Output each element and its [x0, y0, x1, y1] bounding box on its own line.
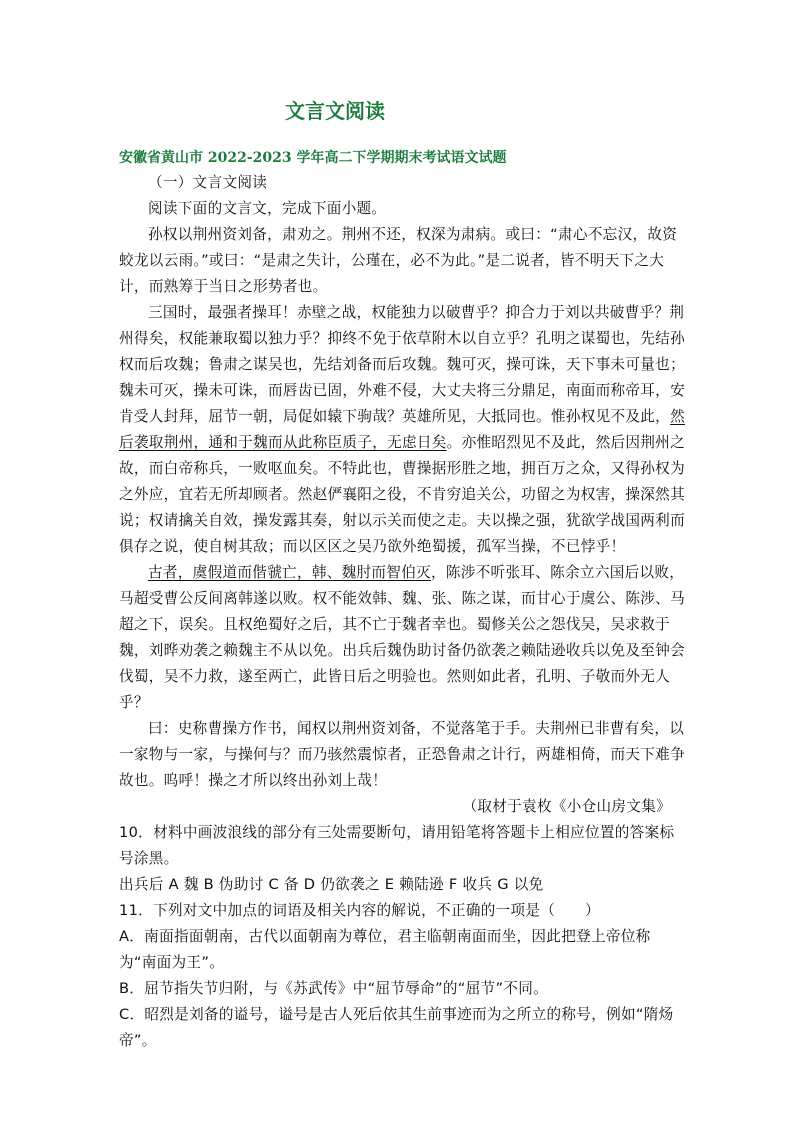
question-10-options: 出兵后 A 魏 B 伪助讨 C 备 D 仍欲袭之 E 赖陆逊 F 收兵 G 以免: [119, 876, 544, 893]
instruction: 阅读下面的文言文，完成下面小题。: [148, 200, 387, 217]
passage-paragraph-1: 孙权以荆州资刘备，肃劝之。荆州不还，权深为肃病。或曰：“肃心不忘汉，故资蛟龙以云雨。”或曰：“是肃之失计，公瑾在，必不为此。”是二说者，皆不明天下之大计，而熟筹于当日之形势者也。: [119, 226, 678, 295]
question-10-stem: 10．材料中画波浪线的部分有三处需要断句，请用铅笔将答题卡上相应位置的答案标号涂黑。: [119, 824, 675, 867]
question-11-option-c: C．昭烈是刘备的谥号，谥号是古人死后依其生前事迹而为之所立的称号，例如“隋炀帝”。: [119, 1006, 674, 1049]
wavy-line-sentence: 出兵后魏伪助讨备仍欲袭之赖陆逊收兵以免及至钟会伐蜀: [119, 642, 685, 685]
passage-source: （取材于袁枚《小仓山房文集》: [462, 798, 671, 815]
passage-paragraph-2: [119, 300, 685, 560]
passage-text: ，陈涉不听张耳、陈余立六国后以败，马超受曹公反间离韩遂以败。权不能效韩、魏、张、陈之谋，而甘心于虞公、陈涉、马超之下，误矣。且权绝蜀好之后，其不亡于魏者幸也。蜀修关公之怨伐吴，吴求救于魏，刘晔劝袭之赖魏主不从以免。: [119, 564, 685, 659]
underlined-sentence: 然后袭取荆州，通和于魏而从此称臣质子，无虑日矣: [119, 408, 685, 451]
exam-subtitle: 安徽省黄山市 2022-2023 学年高二下学期期末考试语文试题: [119, 150, 507, 166]
passage-paragraph-3: [119, 560, 685, 716]
question-11-option-b: B．屈节指失节归附，与《苏武传》中“屈节辱命”的“屈节”不同。: [119, 980, 548, 997]
section-heading: （一）文言文阅读: [148, 174, 268, 191]
passage-text: ，吴不力救，遂至两亡，此皆日后之明验也。然则如此者，孔明、子敬而外无人乎？: [119, 668, 671, 711]
question-11-option-a: A．南面指面朝南，古代以面朝南为尊位，君主临朝南面而坐，因此把登上帝位称为“南面为王”。: [119, 928, 651, 971]
document-title: 文言文阅读: [285, 99, 385, 123]
document-body: [119, 170, 685, 1054]
passage-paragraph-4: 曰：史称曹操方作书，闻权以荆州资刘备，不觉落笔于手。夫荆州已非曹有矣，以一家物与一家，与操何与？而乃骇然震惊者，正恐鲁肃之计行，两雄相倚，而天下难争故也。呜呼！操之才所以终出孙刘上哉！: [119, 720, 685, 789]
passage-text: 。亦惟昭烈见不及此，然后因荆州之故，而白帝称兵，一败呕血矣。不特此也，曹操据形胜之地，拥百万之众，又得孙权为之外应，宜若无所却顾者。然赵俨襄阳之役，不肯穷追关公，功留之为权害，操深然其说；权请擒关自效，操发露其奏，射以示关而使之走。夫以操之强，犹欲学战国两利而俱存之说，使自树其敌；而以区区之吴乃欲外绝蜀援，孤军当操，不已悖乎！: [119, 434, 685, 555]
underlined-sentence: 古者，虞假道而偕虢亡，韩、魏肘而智伯灭: [148, 564, 431, 581]
passage-text: 三国时，最强者操耳！赤壁之战，权能独力以破曹乎？抑合力于刘以共破曹乎？荆州得矣，权能兼取蜀以独力乎？抑终不免于依草附木以自立乎？孔明之谋蜀也，先结孙权而后攻魏；鲁肃之谋吴也，先结刘备而后攻魏。魏可灭，操可诛，天下事未可量也；魏未可灭，操未可诛，而唇齿已固，外难不侵，大丈夫将三分鼎足，南面而称帝耳，安肯受人封拜，屈节一朝，局促如辕下驹哉？英雄所见，大抵同也。惟孙权见不及此，: [119, 304, 685, 425]
question-11-stem: 11．下列对文中加点的词语及相关内容的解说，不正确的一项是（ ）: [119, 902, 600, 919]
